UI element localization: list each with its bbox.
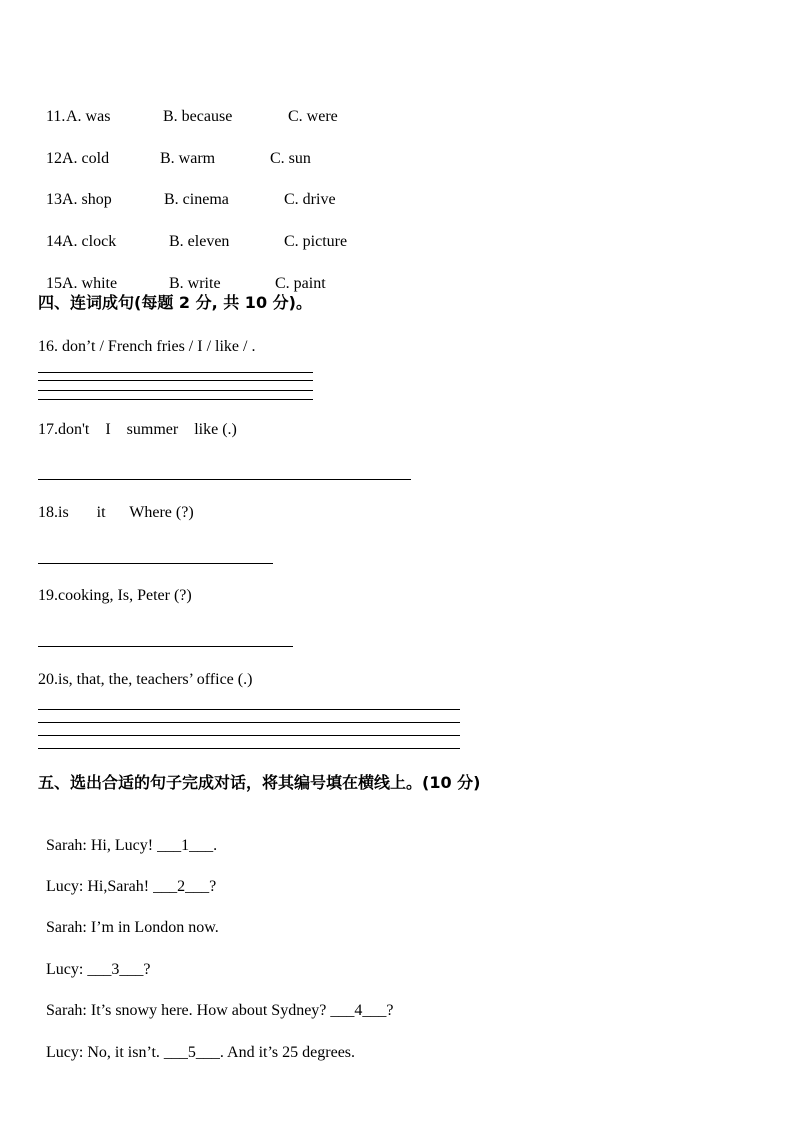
option-c: C. were [288,108,338,125]
dialogue-text: Lucy: [46,961,88,978]
option-a: A. clock [62,233,117,250]
answer-line [38,709,460,710]
question-18: 18.is it Where (?) [38,504,194,521]
option-a: A. was [66,108,111,125]
dialogue-text: Sarah: It’s snowy here. How about Sydney? [46,1002,331,1019]
option-b: B. warm [160,150,216,167]
dialogue-end: . And it’s 25 degrees. [219,1044,356,1061]
choice-row-12 [38,129,311,169]
answer-line [38,380,313,381]
question-19: 19.cooking, Is, Peter (?) [38,587,192,604]
dialogue-blank-1: ___1___ [157,837,214,854]
dialogue-text: Lucy: No, it isn’t. [46,1044,164,1061]
question-number: 14. [46,233,66,250]
option-a: A. shop [62,191,112,208]
option-a: A. cold [62,150,110,167]
option-b: B. because [163,108,233,125]
dialogue-line-6 [38,1023,355,1063]
question-number: 13. [46,191,66,208]
answer-line [38,563,273,564]
dialogue-blank-2: ___2___ [153,878,210,895]
dialogue-blank-5: ___5___ [163,1044,220,1061]
choice-row-13 [38,170,336,210]
option-b: B. write [169,275,221,292]
option-c: C. picture [284,233,348,250]
option-b: B. cinema [164,191,229,208]
dialogue-line-3 [38,898,219,938]
option-b: B. eleven [169,233,230,250]
question-number: 15. [46,275,66,292]
answer-line [38,399,313,400]
dialogue-end: ? [386,1002,394,1019]
dialogue-text: Sarah: I’m in London now. [46,919,219,936]
dialogue-line-5 [38,981,394,1021]
option-c: C. drive [284,191,336,208]
answer-line [38,735,460,736]
answer-line [38,479,411,480]
dialogue-end: ? [143,961,151,978]
dialogue-line-1 [38,816,217,856]
section-heading-4: 四、连词成句(每题 2 分, 共 10 分)。 [38,293,312,312]
choice-row-11 [38,87,338,127]
question-number: 11. [46,108,66,125]
dialogue-end: ? [209,878,217,895]
dialogue-end: . [213,837,218,854]
answer-line [38,646,293,647]
choice-row-14 [38,212,348,252]
question-20: 20.is, that, the, teachers’ office (.) [38,671,253,688]
option-c: C. paint [275,275,326,292]
dialogue-text: Sarah: Hi, Lucy! [46,837,158,854]
answer-line [38,390,313,391]
dialogue-line-4 [38,940,150,980]
answer-line [38,372,313,373]
answer-line [38,722,460,723]
choice-row-15 [38,254,326,294]
option-a: A. white [62,275,118,292]
question-number: 12. [46,150,66,167]
question-17: 17.don't I summer like (.) [38,421,237,438]
question-16: 16. don’t / French fries / I / like / . [38,338,256,355]
answer-line [38,748,460,749]
dialogue-blank-4: ___4___ [330,1002,387,1019]
dialogue-blank-3: ___3___ [87,961,144,978]
section-heading-5: 五、选出合适的句子完成对话，将其编号填在横线上。(10 分) [38,773,481,792]
option-c: C. sun [270,150,311,167]
dialogue-line-2 [38,857,216,897]
dialogue-text: Lucy: Hi,Sarah! [46,878,154,895]
